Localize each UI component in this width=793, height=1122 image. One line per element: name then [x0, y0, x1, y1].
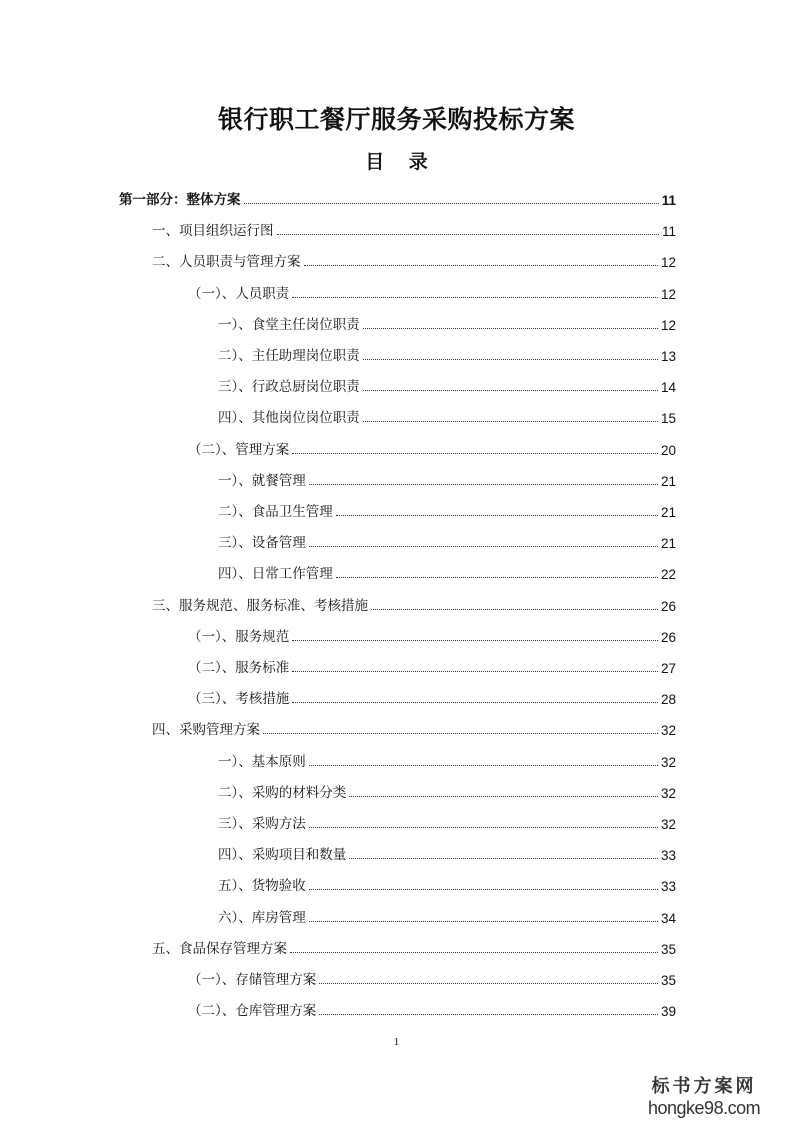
leader-dots: [292, 702, 658, 703]
leader-dots: [292, 640, 658, 641]
leader-dots: [292, 671, 658, 672]
leader-dots: [349, 858, 658, 859]
toc-entry-page: 12: [660, 255, 676, 271]
toc-entry-page: 22: [660, 567, 676, 583]
leader-dots: [292, 297, 658, 298]
toc-entry[interactable]: [218, 748, 676, 770]
toc-entry-page: 33: [660, 848, 676, 864]
toc-entry-page: 34: [660, 910, 676, 926]
toc-entry[interactable]: [188, 436, 676, 458]
toc-entry[interactable]: [188, 623, 676, 645]
toc-entry-label: 六）、库房管理: [218, 909, 306, 926]
leader-dots: [349, 796, 658, 797]
toc-entry[interactable]: [188, 280, 676, 302]
toc-entry[interactable]: [218, 467, 676, 489]
toc-entry[interactable]: [218, 872, 676, 894]
toc-entry-label: 一）、就餐管理: [218, 472, 306, 489]
toc-entry-page: 21: [660, 473, 676, 489]
toc-entry[interactable]: [218, 342, 676, 364]
leader-dots: [309, 921, 658, 922]
toc-entry-label: （二）、服务标准: [188, 660, 290, 676]
toc-entry-page: 33: [660, 879, 676, 895]
leader-dots: [309, 546, 658, 547]
toc-entry-page: 11: [661, 224, 676, 240]
toc-entry[interactable]: [218, 529, 676, 551]
leader-dots: [336, 515, 658, 516]
leader-dots: [309, 889, 658, 890]
toc-entry-page: 28: [660, 692, 676, 708]
toc-entry[interactable]: [218, 373, 676, 395]
leader-dots: [363, 390, 658, 391]
toc-entry-label: （二）、仓库管理方案: [188, 1003, 317, 1020]
leader-dots: [309, 827, 658, 828]
toc-entry[interactable]: [152, 217, 676, 239]
leader-dots: [244, 203, 659, 204]
toc-entry-label: （二）、管理方案: [188, 441, 290, 458]
toc-entry-label: 第一部分：整体方案: [119, 192, 241, 208]
toc-entry-label: 三）、采购方法: [218, 816, 306, 832]
toc-entry-label: 一）、食堂主任岗位职责: [218, 316, 360, 333]
toc-entry-label: 二、人员职责与管理方案: [152, 254, 301, 271]
page-number: 1: [393, 1036, 400, 1048]
toc-entry[interactable]: [188, 966, 676, 988]
toc-entry-label: （一）、人员职责: [188, 285, 290, 302]
toc-entry-page: 26: [660, 629, 676, 645]
toc-entry-page: 11: [661, 193, 676, 208]
toc-entry-label: 四、采购管理方案: [152, 722, 260, 739]
toc-entry-label: 四）、采购项目和数量: [218, 847, 347, 864]
leader-dots: [290, 952, 658, 953]
toc-entry-label: （三）、考核措施: [188, 691, 290, 708]
toc-entry[interactable]: [188, 654, 676, 676]
toc-entry-label: （一）、服务规范: [188, 628, 290, 645]
toc-entry-label: 一、项目组织运行图: [152, 223, 274, 240]
toc-entry-label: 五）、货物验收: [218, 878, 306, 895]
toc-entry-page: 27: [660, 661, 676, 676]
leader-dots: [371, 609, 658, 610]
toc-entry-page: 35: [660, 941, 676, 957]
toc-entry-page: 32: [660, 754, 676, 770]
toc-entry[interactable]: [218, 311, 676, 333]
toc-entry-label: 四）、日常工作管理: [218, 566, 333, 583]
leader-dots: [319, 983, 658, 984]
watermark-cn: 标书方案网: [651, 1076, 757, 1097]
leader-dots: [309, 765, 658, 766]
leader-dots: [363, 328, 658, 329]
toc-entry-page: 15: [660, 411, 676, 427]
toc-entry[interactable]: [119, 186, 676, 208]
toc-entry-label: 五、食品保存管理方案: [152, 940, 287, 957]
toc-entry-page: 26: [660, 598, 676, 614]
toc-entry-page: 21: [660, 536, 676, 552]
toc-entry[interactable]: [152, 592, 676, 614]
leader-dots: [292, 453, 658, 454]
toc-entry[interactable]: [218, 779, 676, 801]
leader-dots: [336, 577, 658, 578]
toc-entry-page: 39: [660, 1004, 676, 1020]
toc-entry[interactable]: [152, 248, 676, 270]
leader-dots: [304, 265, 658, 266]
toc-entry-label: 三）、行政总厨岗位职责: [218, 379, 360, 396]
toc-entry[interactable]: [152, 716, 676, 738]
toc-entry-label: 三）、设备管理: [218, 535, 306, 552]
toc-entry-label: 三、服务规范、服务标准、考核措施: [152, 597, 368, 614]
leader-dots: [309, 484, 658, 485]
toc-entry-label: 二）、采购的材料分类: [218, 784, 347, 801]
leader-dots: [363, 421, 658, 422]
toc-entry-label: 二）、主任助理岗位职责: [218, 348, 360, 364]
toc-entry-page: 32: [660, 817, 676, 832]
leader-dots: [263, 733, 658, 734]
toc-entry[interactable]: [188, 997, 676, 1019]
leader-dots: [319, 1014, 658, 1015]
toc-entry-label: 一）、基本原则: [218, 753, 306, 770]
toc-entry[interactable]: [218, 404, 676, 426]
leader-dots: [363, 359, 658, 360]
toc-entry-page: 21: [660, 505, 676, 520]
toc-entry[interactable]: [218, 560, 676, 582]
toc-entry[interactable]: [218, 810, 676, 832]
toc-entry-page: 13: [660, 349, 676, 364]
toc-entry[interactable]: [218, 904, 676, 926]
toc-entry[interactable]: [152, 935, 676, 957]
toc-entry-page: 12: [660, 317, 676, 333]
toc-entry-page: 20: [660, 442, 676, 458]
watermark-logo: [648, 1072, 760, 1119]
toc-entry-page: 35: [660, 973, 676, 988]
toc-entry-page: 14: [660, 380, 676, 396]
toc-entry[interactable]: [218, 498, 676, 520]
document-title: 银行职工餐厅服务采购投标方案: [217, 105, 575, 134]
leader-dots: [277, 234, 659, 235]
toc-entry[interactable]: [188, 685, 676, 707]
watermark-en: hongke98.com: [648, 1098, 761, 1118]
toc-entry-page: 12: [660, 286, 676, 302]
toc-entry-label: 四）、其他岗位岗位职责: [218, 410, 360, 427]
toc-entry[interactable]: [218, 841, 676, 863]
toc-entry-label: （一）、存储管理方案: [188, 972, 317, 988]
toc-entry-page: 32: [660, 785, 676, 801]
toc-entry-label: 二）、食品卫生管理: [218, 504, 333, 520]
toc-entry-page: 32: [660, 723, 676, 739]
toc-heading: 目 录: [365, 151, 428, 173]
